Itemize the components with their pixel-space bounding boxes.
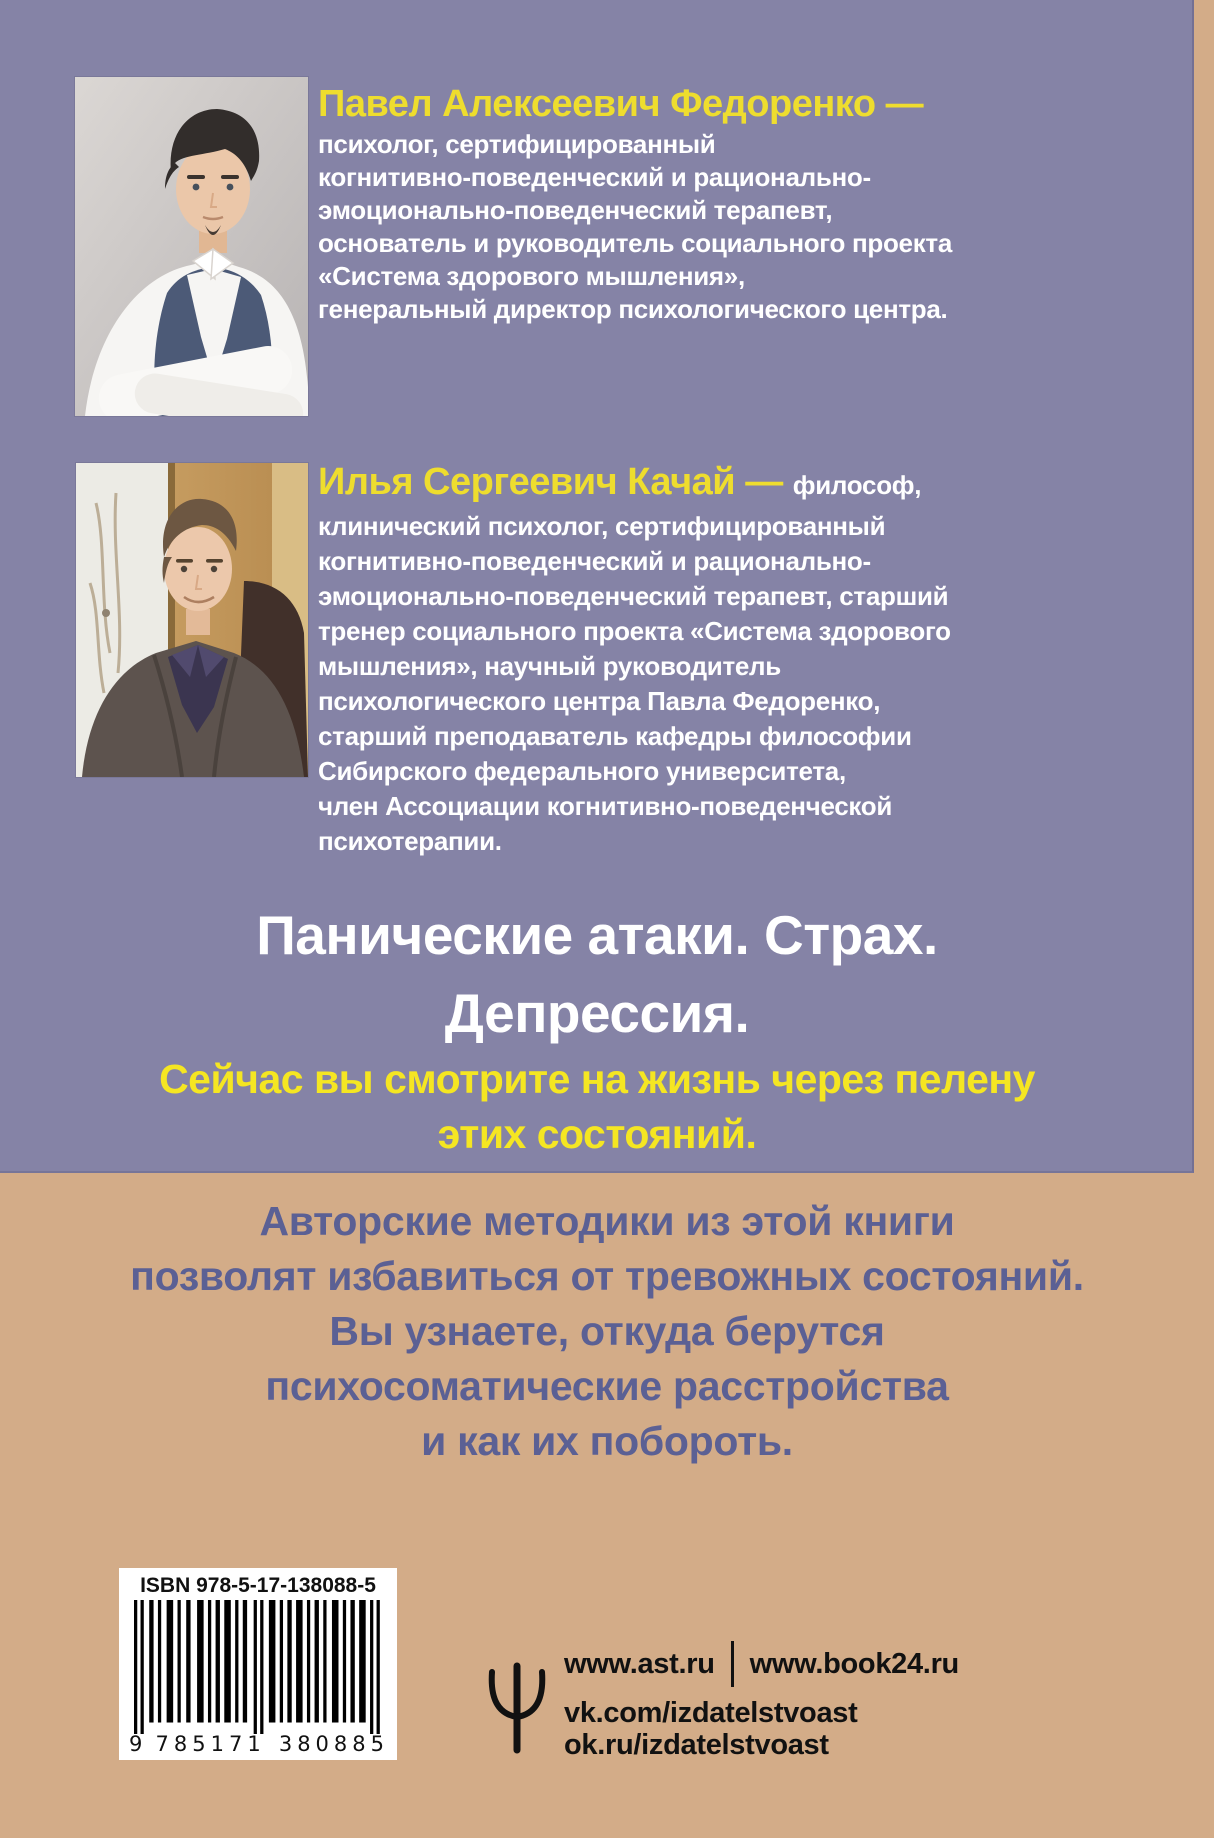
author-bio-line: старший преподаватель кафедры философии — [318, 721, 912, 751]
author-bio-line: генеральный директор психологического центра. — [318, 294, 948, 324]
isbn-label: ISBN 978-5-17-138088-5 — [140, 1574, 376, 1597]
barcode-digit-left: 9 — [129, 1732, 143, 1756]
blurb-line: психосоматические расстройства — [265, 1363, 949, 1409]
isbn-box — [119, 1568, 397, 1760]
blurb-line: Авторские методики из этой книги — [259, 1198, 955, 1244]
author-bio-line: «Система здорового мышления», — [318, 261, 745, 291]
author-bio-line: эмоционально-поведенческий терапевт, — [318, 195, 833, 225]
author-photo-pavel — [75, 77, 308, 416]
blurb-line: и как их побороть. — [421, 1418, 793, 1464]
author-bio-line: член Ассоциации когнитивно-поведенческой — [318, 791, 893, 821]
author-bio-line: когнитивно-поведенческий и рационально- — [318, 162, 871, 192]
vk-url: vk.com/izdatelstvoast — [564, 1697, 858, 1729]
author-bio-line: психолог, сертифицированный — [318, 129, 716, 159]
author-bio-line: психотерапии. — [318, 826, 502, 856]
author-bio-line: тренер социального проекта «Система здорового — [318, 616, 951, 646]
book24-site-url: www.book24.ru — [749, 1647, 959, 1680]
author-photo-ilya — [76, 463, 308, 777]
author-bio-line: Сибирского федерального университета, — [318, 756, 846, 786]
author-bio-line: эмоционально-поведенческий терапевт, старший — [318, 581, 949, 611]
author-block-ilya — [318, 458, 1038, 859]
blurb-block — [0, 1194, 1214, 1469]
ok-url: ok.ru/izdatelstvoast — [564, 1729, 829, 1761]
author-name-text: Илья Сергеевич Качай — — [318, 461, 783, 503]
barcode-digits — [129, 1732, 389, 1756]
author-bio-lead: философ, — [792, 470, 922, 500]
headline-block — [0, 896, 1194, 1162]
publisher-sites-row — [564, 1640, 959, 1688]
barcode — [134, 1600, 382, 1734]
divider — [731, 1641, 734, 1687]
author-bio-line: мышления», научный руководитель — [318, 651, 781, 681]
blurb-line: Вы узнаете, откуда берутся — [329, 1308, 885, 1354]
headline-subtitle-1: Сейчас вы смотрите на жизнь через пелену — [159, 1056, 1035, 1102]
author-name-pavel: Павел Алексеевич Федоренко — — [318, 83, 924, 125]
author-bio-line: основатель и руководитель социального проекта — [318, 228, 953, 258]
author-name-ilya — [318, 458, 1038, 509]
blurb-line: позволят избавиться от тревожных состояний. — [130, 1253, 1084, 1299]
author-bio-line: клинический психолог, сертифицированный — [318, 511, 886, 541]
headline-line-2: Депрессия. — [444, 982, 750, 1044]
headline-line-1: Панические атаки. Страх. — [256, 904, 938, 966]
author-bio-line: психологического центра Павла Федоренко, — [318, 686, 881, 716]
ast-site-url: www.ast.ru — [564, 1647, 715, 1680]
headline-subtitle-2: этих состояний. — [437, 1111, 757, 1157]
author-block-pavel — [318, 80, 1018, 326]
ast-psi-logo-icon — [486, 1662, 548, 1754]
barcode-digit-group: 380885 — [278, 1732, 389, 1756]
barcode-digit-group: 785171 — [155, 1732, 266, 1756]
author-bio-line: когнитивно-поведенческий и рационально- — [318, 546, 871, 576]
